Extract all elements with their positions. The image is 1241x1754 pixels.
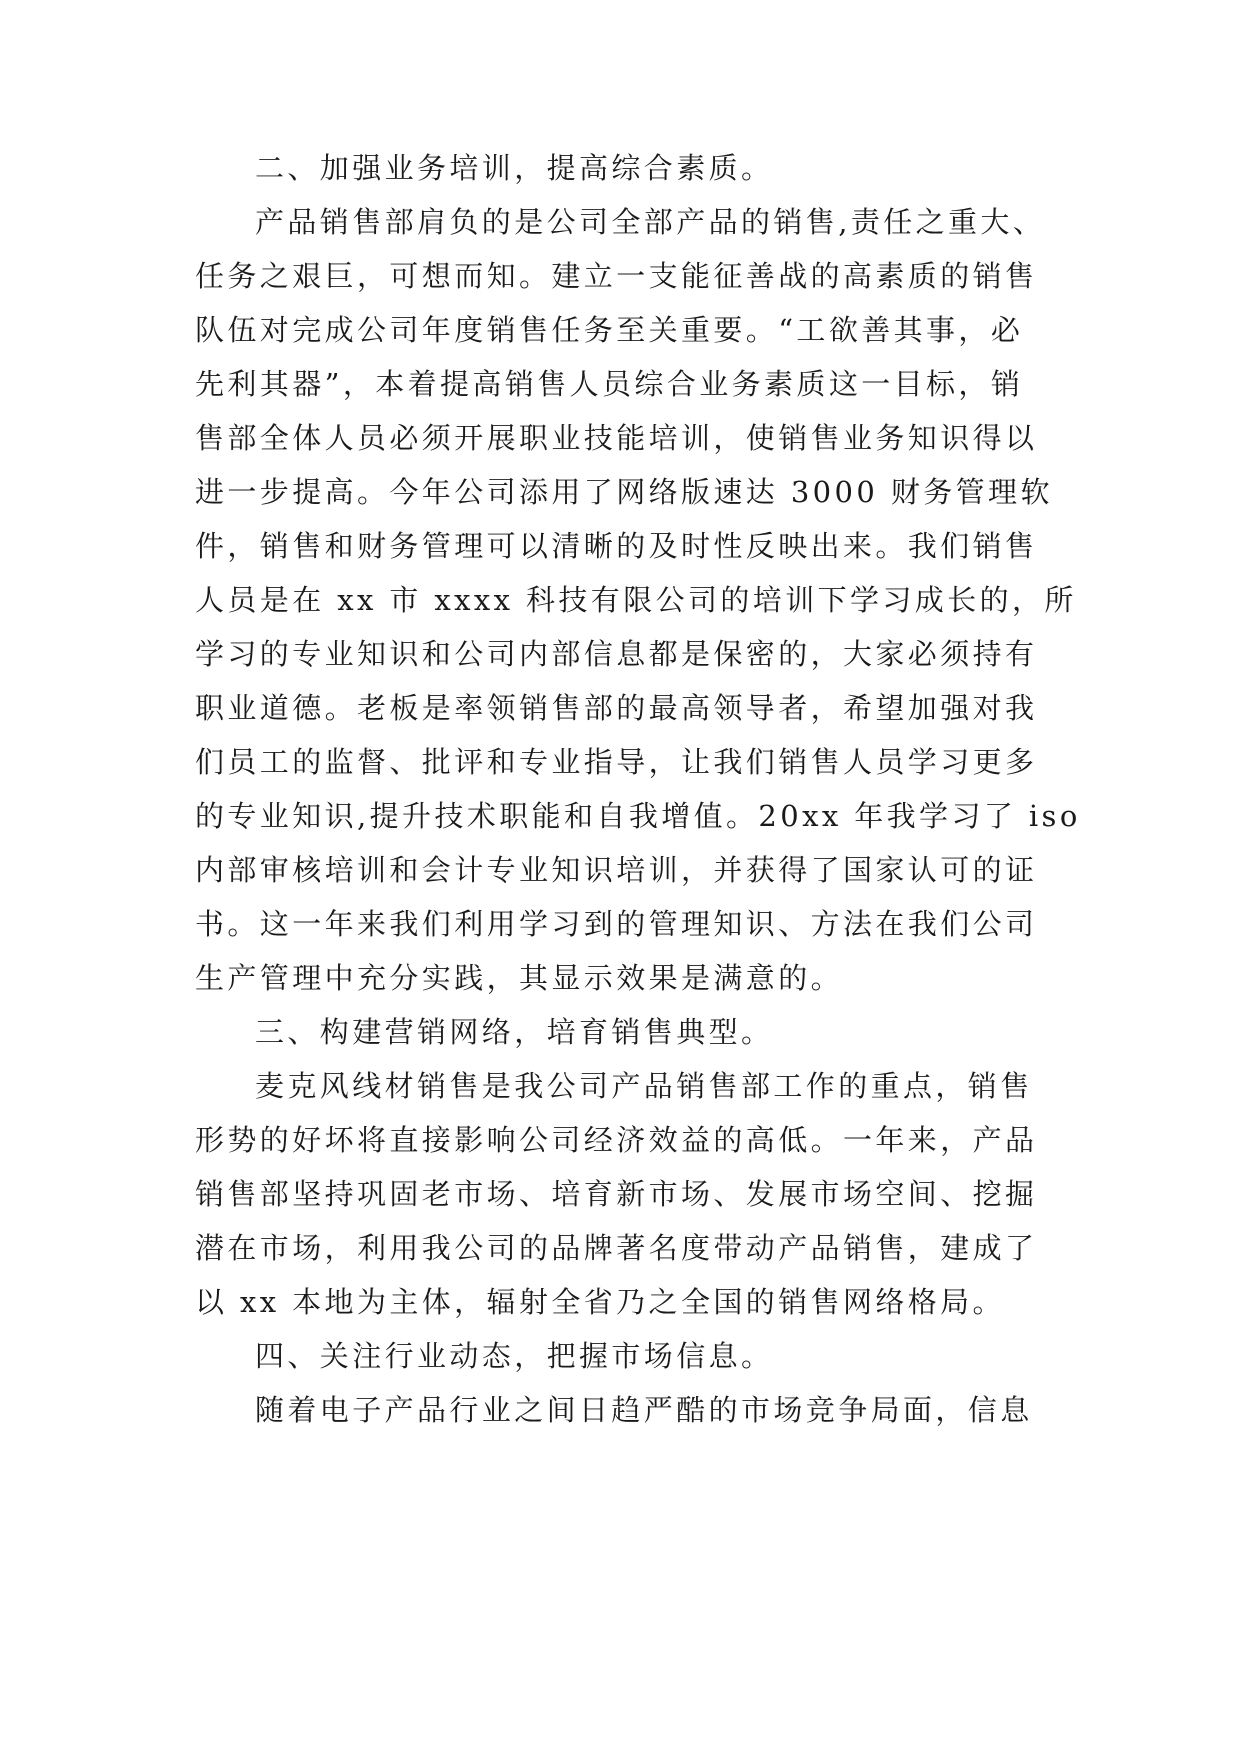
paragraph-line: 产品销售部肩负的是公司全部产品的销售,责任之重大、 bbox=[255, 205, 1046, 239]
paragraph-line: 书。这一年来我们利用学习到的管理知识、方法在我们公司 bbox=[195, 907, 1038, 941]
paragraph-line: 件，销售和财务管理可以清晰的及时性反映出来。我们销售 bbox=[195, 529, 1038, 563]
paragraph-line: 内部审核培训和会计专业知识培训，并获得了国家认可的证 bbox=[195, 853, 1038, 887]
section-heading-4: 四、关注行业动态，把握市场信息。 bbox=[255, 1339, 774, 1373]
paragraph-line: 任务之艰巨，可想而知。建立一支能征善战的高素质的销售 bbox=[195, 259, 1038, 293]
paragraph-line: 先利其器”，本着提高销售人员综合业务素质这一目标，销 bbox=[195, 367, 1024, 401]
paragraph-line: 人员是在 xx 市 xxxx 科技有限公司的培训下学习成长的，所 bbox=[195, 583, 1077, 617]
paragraph-line: 销售部坚持巩固老市场、培育新市场、发展市场空间、挖掘 bbox=[195, 1177, 1038, 1211]
section-heading-2: 二、加强业务培训，提高综合素质。 bbox=[255, 151, 774, 185]
paragraph-line: 形势的好坏将直接影响公司经济效益的高低。一年来，产品 bbox=[195, 1123, 1038, 1157]
section-heading-3: 三、构建营销网络，培育销售典型。 bbox=[255, 1015, 774, 1049]
paragraph-line: 进一步提高。今年公司添用了网络版速达 3000 财务管理软 bbox=[195, 475, 1053, 509]
paragraph-line: 潜在市场，利用我公司的品牌著名度带动产品销售，建成了 bbox=[195, 1231, 1038, 1265]
paragraph-line: 职业道德。老板是率领销售部的最高领导者，希望加强对我 bbox=[195, 691, 1038, 725]
paragraph-line: 学习的专业知识和公司内部信息都是保密的，大家必须持有 bbox=[195, 637, 1038, 671]
paragraph-line: 以 xx 本地为主体，辐射全省乃之全国的销售网络格局。 bbox=[195, 1285, 1005, 1319]
paragraph-line: 随着电子产品行业之间日趋严酷的市场竞争局面，信息 bbox=[255, 1393, 1033, 1427]
paragraph-line: 售部全体人员必须开展职业技能培训，使销售业务知识得以 bbox=[195, 421, 1038, 455]
paragraph-line: 的专业知识,提升技术职能和自我增值。20xx 年我学习了 iso bbox=[195, 799, 1081, 833]
paragraph-line: 队伍对完成公司年度销售任务至关重要。“工欲善其事，必 bbox=[195, 313, 1024, 347]
paragraph-line: 生产管理中充分实践，其显示效果是满意的。 bbox=[195, 961, 844, 995]
paragraph-line: 们员工的监督、批评和专业指导，让我们销售人员学习更多 bbox=[195, 745, 1038, 779]
paragraph-line: 麦克风线材销售是我公司产品销售部工作的重点，销售 bbox=[255, 1069, 1033, 1103]
